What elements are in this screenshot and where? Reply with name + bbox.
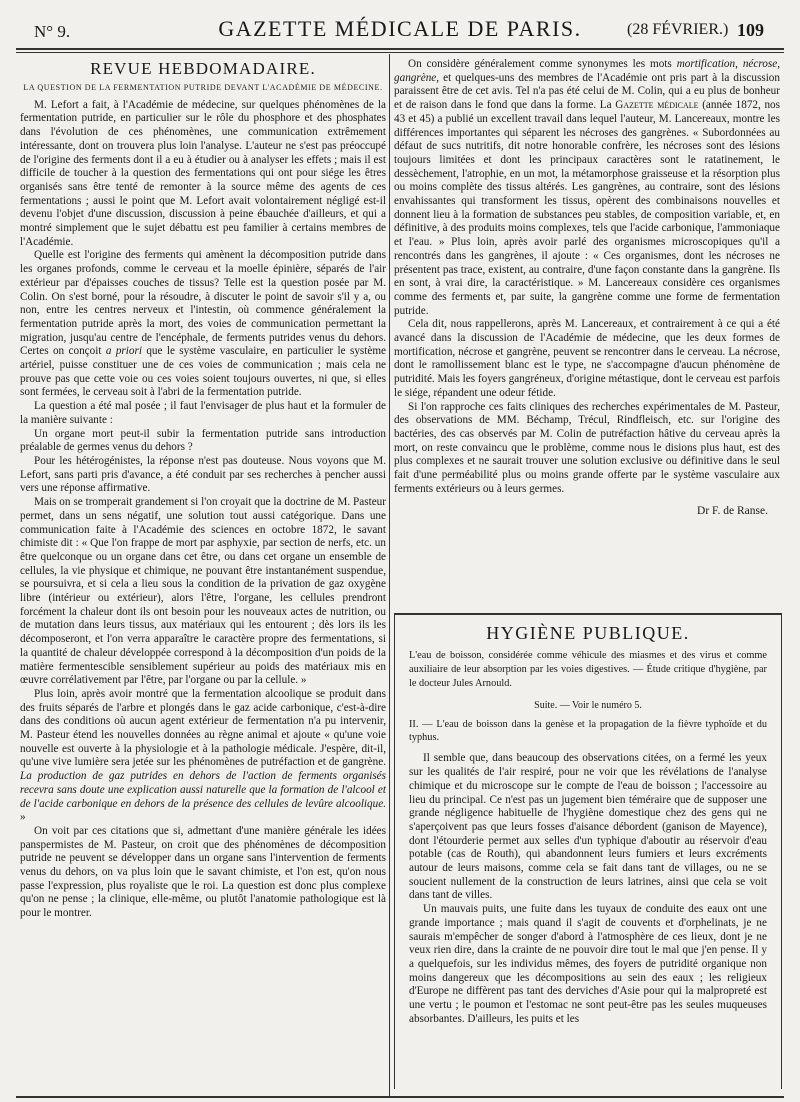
- footer-rule: [16, 1096, 784, 1098]
- hygiene-article: [394, 613, 782, 1089]
- paragraph: Un organe mort peut-il subir la fermentation putride sans introduction préalable de germes venus du dehors ?: [20, 427, 386, 454]
- hygiene-subtitle: L'eau de boisson, considérée comme véhicule des miasmes et des virus et comme auxiliaire de leur absorption par les voies digestives. — Étude critique d'hygiène, par le docteur Jules Arnould.: [409, 649, 767, 689]
- paragraph: Cela dit, nous rappellerons, après M. Lancereaux, et contrairement à ce qui a été avancé dans la discussion de l'Académie de médecine, que les deux formes de mortification, nécrose et gangrène, peuvent se rencontrer dans le cerveau. La nécrose, dont le ramollissement blanc est le type, ne s'accompagne d'aucun phénomène de putridité. Mais les foyers gangréneux, d'origine métastique, dont le cerveau est parfois le siége, répandent une odeur fétide.: [394, 318, 781, 399]
- paragraph: Il semble que, dans beaucoup des observations citées, on a fermé les yeux sur les qualités de l'air respiré, pour ne voir que les révélations de l'analyse chimique et du microscope sur le compte de l'eau de boisson ; l'accessoire au lieu du principal. Ce n'est pas un jugement bien téméraire que de supposer une grande négligence habituelle de l'hygiène domestique chez des gens qui ne s'aperçoivent pas que leurs fosses d'aisance débordent (ganison de Mayence), dont l'étourderie permet aux selles d'un typhique d'aboutir au réservoir d'eau potable (cas de Routh), qui abandonnent leurs fumiers et leurs excréments autour de leurs maisons, comme cela se fait dans tant de villages, ou ne se soucient nullement de la construction de leurs latrines, ainsi que cela se voit dans tant de villes.: [409, 752, 767, 902]
- paragraph: M. Lefort a fait, à l'Académie de médecine, sur quelques phénomènes de la fermentation putride, en particulier sur le rôle du phosphore et des phosphates dans l'évolution de ces phénomènes, une communication extrêmement intéressante, dont on trouvera plus loin l'analyse. L'auteur ne s'est pas préoccupé de l'origine des ferments dont il a eu à étudier ou à analyser les effets ; mais il est difficile de toucher à la question des fermentations qui ont pour siége les êtres organisés sans être tenté de remonter à la source même des agents de ces fermentations ; aussi le point que M. Lefort avait volontairement négligé est-il devenu l'objet d'une discussion, discussion à peine ébauchée d'ailleurs, et qui a montré simplement que le sujet débattu est peu familier à certains membres de l'Académie.: [20, 98, 386, 248]
- continuation-note: Suite. — Voir le numéro 5.: [534, 699, 642, 711]
- issue-number: N° 9.: [34, 22, 71, 41]
- paragraph: Pour les hétérogénistes, la réponse n'est pas douteuse. Nous voyons que M. Lefort, sans parti pris d'avance, a été conduit par ses recherches à pencher aussi vers une réponse affirmative.: [20, 454, 386, 495]
- part-heading: II. — L'eau de boisson dans la genèse et la propagation de la fièvre typhoïde et du typhus.: [409, 719, 767, 744]
- paragraph: On considère généralement comme synonymes les mots mortification, nécrose, gangrène, et quelques-uns des membres de l'Académie ont pris part à la discussion paraissent être de cet avis. Tel n'a pas été celui de M. Colin, qui a eu plus de bonheur et de raison dans le fond que dans la forme. La Gazette médicale (année 1872, nos 43 et 45) a publié un excellent travail dans lequel l'auteur, M. Lancereaux, montre les différences importantes qui séparent les nécroses des gangrènes. « Subordonnées au défaut de sucs nutritifs, dit notre honorable confrère, les nécroses sont des lésions toujours limitées et dont les principaux caractères sont le ratatinement, le dessèchement, l'atrophie, en un mot, la métamorphose graisseuse et la résorption plus ou moins complète des tissus altérés. Les gangrènes, au contraire, sont des lésions envahissantes qui transforment les tissus, opèrent des combinaisons nouvelles et donnent lieu à la formation de substances peu stables, de composition variable, et, en définitive, à des produits moins complexes, tels que l'acide carbonique, l'ammoniaque et l'eau. » Plus loin, après avoir parlé des organismes microscopiques qu'il a rencontrés dans les gangrènes, il ajoute : « Ces organismes, dont les nécroses ne présentent pas trace, existent, au contraire, d'une façon constante dans la gangrène. Ils en sont, à vrai dire, la caractéristique. » M. Lancereaux considère ces organismes comme des ferments et, par suite, la gangrène comme une forme de fermentation putride.: [394, 58, 781, 317]
- paragraph: Mais on se tromperait grandement si l'on croyait que la doctrine de M. Pasteur permet, dans un sens négatif, une solution tout aussi catégorique. Dans une communication faite à l'Académie des sciences en octobre 1872, le savant chimiste dit : « Que l'on frappe de mort par asphyxie, par section de nerfs, etc. un être quelconque ou un organe dans cet être, ou dans cet organe un ensemble de cellules, la vie physique et chimique, ne pouvant être instantanément suspendue, se poursuivra, et si cela a lieu sous la condition de la privation de gaz oxygène libre (intérieur ou extérieur), alors l'être, l'organe, les cellules prendront forcément la chaleur dont ils ont besoin pour les nouveaux actes de nutrition, ou de mutation dans leurs tissus, aux matériaux qui les entourent ; dès lors ils les décomposeront, et l'on verra apparaître le caractère propre des fermentations, si la quantité de chaleur développée correspond à la décomposition d'un poids de la matière fermentescible sensiblement supérieur au poids des matériaux mis en œuvre corrélativement par l'être, par l'organe ou par la cellule. »: [20, 496, 386, 687]
- paragraph: Un mauvais puits, une fuite dans les tuyaux de conduite des eaux ont une grande importance ; mais quand il s'agit de couvents et d'orphelinats, je ne saurais m'empêcher de songer d'abord à l'atmosphère de ces lieux, dont je ne veux rien dire, dans la crainte de ne pouvoir dire tout le mal que j'en pense. Il y a quelquefois, sur les individus mêmes, des foyers de putridité organique non moins dangereux que les décompositions au sein des eaux ; les religieux d'Europe ne diffèrent pas tant des derviches d'Asie pour qui la malpropreté est une vertu ; le poumon et l'estomac ne sont peut-être pas les seules muqueuses absorbantes. D'ailleurs, les puits et les: [409, 903, 767, 1025]
- article-subtitle: LA QUESTION DE LA FERMENTATION PUTRIDE DEVANT L'ACADÉMIE DE MÉDECINE.: [23, 82, 383, 92]
- column-divider: [389, 54, 390, 1096]
- paragraph: La question a été mal posée ; il faut l'envisager de plus haut et la formuler de la manière suivante :: [20, 400, 386, 426]
- left-column: [20, 58, 386, 1088]
- paragraph: Plus loin, après avoir montré que la fermentation alcoolique se produit dans des fruits séparés de l'arbre et plongés dans le gaz acide carbonique, c'est-à-dire dans des conditions où aucun agent extérieur de fermentation n'a pu intervenir, M. Pasteur étend les nouvelles données au règne animal et ajoute « qu'une voie nouvelle est ouverte à la physiologie et à la pathologie médicale. J'espère, dit-il, qu'une vive lumière sera jetée sur les phénomènes de putréfaction et de gangrène. La production de gaz putrides en dehors de l'action de ferments organisés recevra sans doute une explication aussi naturelle que la formation de l'alcool et de l'acide carbonique en dehors de la présence des cellules de levûre alcoolique. »: [20, 687, 386, 824]
- right-column: [394, 58, 780, 518]
- paragraph: On voit par ces citations que si, admettant d'une manière générale les idées panspermistes de M. Pasteur, on croit que des phénomènes de décomposition putride ne peuvent se développer dans un organe sans l'intervention de ferments venus du dehors, on va plus loin que le savant chimiste, et l'on est, qu'on nous passe l'expression, plus royaliste que le roi. La question est donc plus complexe qu'on ne pense ; la clinique, elle-même, ou plutôt l'anatomie pathologique est là pour le montrer.: [20, 824, 386, 920]
- issue-date: (28 FÉVRIER.): [627, 21, 729, 38]
- masthead-title: GAZETTE MÉDICALE DE PARIS.: [218, 16, 582, 41]
- section-heading: REVUE HEBDOMADAIRE.: [90, 59, 316, 78]
- header-rule-thin: [16, 52, 784, 53]
- page-number: 109: [737, 20, 764, 40]
- paragraph: Quelle est l'origine des ferments qui amènent la décomposition putride dans les organes profonds, comme le cerveau et la moelle épinière, séparés de l'air extérieur par d'épaisses couches de tissus? Telle est la question posée par M. Colin. On s'est borné, pour la résoudre, à discuter le point de savoir s'il y a, ou non, entre les centres nerveux et l'intestin, où commence généralement la fermentation putride après la mort, des voies de communication permettant la migration, jusqu'au centre de l'encéphale, de ferments putrides venus du dehors. Certes on conçoit a priori que le système vasculaire, en particulier le système artériel, puisse constituer une de ces voies de communication ; mais cela ne prouve pas que cette voie ou ces voies soient toujours ouvertes, ni que, si elles sont fermées, le cerveau soit à l'abri de la fermentation putride.: [20, 249, 386, 399]
- header-rule: [16, 48, 784, 50]
- signature: Dr F. de Ranse.: [697, 504, 768, 517]
- hygiene-title: HYGIÈNE PUBLIQUE.: [486, 623, 690, 643]
- paragraph: Si l'on rapproche ces faits cliniques des recherches expérimentales de M. Pasteur, des observations de MM. Béchamp, Trécul, Rindfleisch, etc. sur l'origine des bactéries, des cas observés par M. Colin de putréfaction hâtive du cerveau après la mort, on reste convaincu que le problème, comme nous le disions plus haut, est des plus complexes et ne saurait trouver une solution exclusive ou définitive dans le seul fait d'une perméabilité plus ou moins grande offerte par le système vasculaire aux ferments extérieurs ou à leurs germes.: [394, 400, 780, 495]
- running-header: [16, 16, 784, 46]
